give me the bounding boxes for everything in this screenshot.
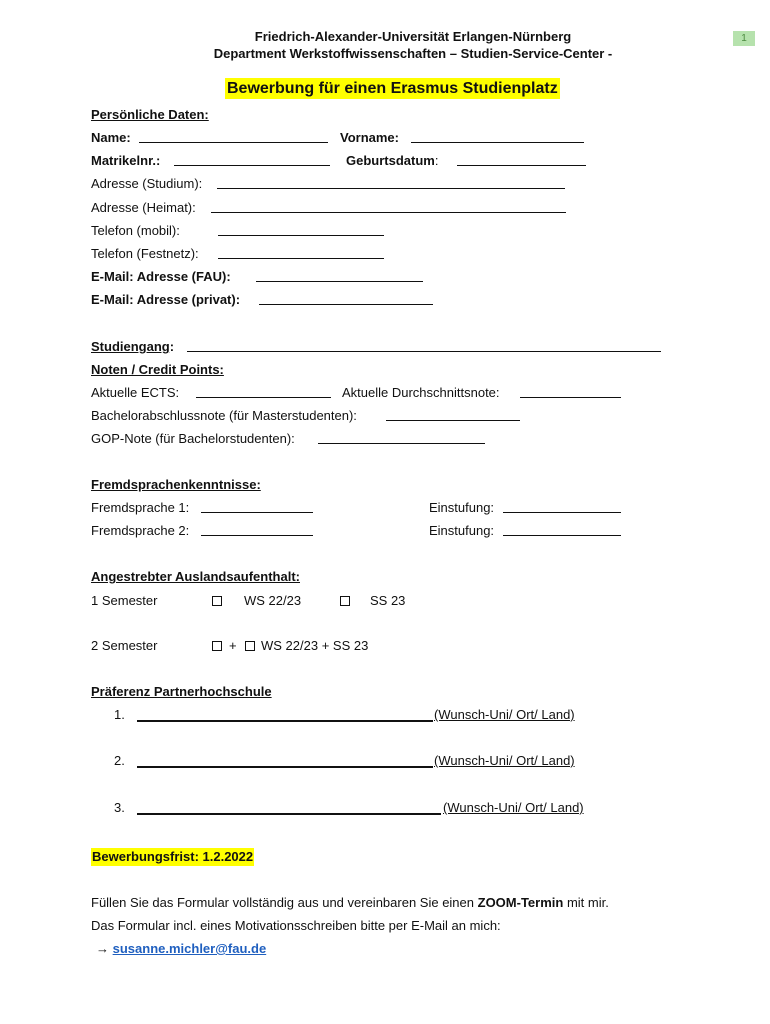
checkbox-ws[interactable] [212,596,222,606]
field-line-email-privat[interactable] [259,292,433,305]
instructions-text-c: mit mir. [563,895,609,910]
field-label-fremdsprache-1: Fremdsprache 1: [91,500,190,515]
section-heading-fremdsprachen: Fremdsprachenkenntnisse: [91,477,261,492]
option-label-1-semester: 1 Semester [91,593,158,608]
field-line-einstufung-2[interactable] [503,523,621,536]
field-label-vorname: Vorname: [340,130,399,145]
field-line-bachelor[interactable] [386,408,520,421]
header-department: Department Werkstoffwissenschaften – Studien-Service-Center - [213,46,613,61]
instructions-text-a: Füllen Sie das Formular vollständig aus und vereinbaren Sie einen [91,895,478,910]
option-label-2-semester: 2 Semester [91,638,158,653]
field-label-ects: Aktuelle ECTS: [91,385,180,400]
field-label-gop: GOP-Note (für Bachelorstudenten): [91,431,295,446]
field-line-preference-2[interactable] [137,766,433,768]
option-label-ws-ss: WS 22/23 + SS 23 [261,638,369,653]
preference-suffix-3: (Wunsch-Uni/ Ort/ Land) [443,800,584,815]
field-label-telefon-festnetz: Telefon (Festnetz): [91,246,199,261]
preference-number-3: 3. [114,800,125,815]
field-line-geburtsdatum[interactable] [457,153,586,166]
field-label-studiengang: Studiengang [91,339,170,354]
checkbox-ss-second[interactable] [245,641,255,651]
section-heading-auslandsaufenthalt: Angestrebter Auslandsaufenthalt: [91,569,300,584]
instructions-line-1 [91,895,609,911]
preference-number-1: 1. [114,707,125,722]
option-label-ws: WS 22/23 [244,593,302,608]
plus-sign: + [229,638,237,653]
page-title: Bewerbung für einen Erasmus Studienplatz [227,80,558,97]
email-row [96,941,266,957]
section-heading-praeferenz: Präferenz Partnerhochschule [91,684,272,699]
field-label-name: Name: [91,130,131,145]
field-line-matrikel[interactable] [174,153,330,166]
field-label-durchschnitt: Aktuelle Durchschnittsnote: [342,385,500,400]
page-number-badge: 1 [733,31,755,46]
document-page: 1 Friedrich-Alexander-Universität Erlangen-Nürnberg Department Werkstoffwissenschaften – Studien-Service-Center - Bewerbung für einen Erasmus Studienplatz Persönliche Daten: Name: Vorname: Matrikelnr.: Geburtsdatum: Adresse (Studium): Adresse (Heimat): Telefon (mobil): Telefon (Festnetz): E-Mail: Adresse (FAU): E-Mail: Adresse (privat): Studiengang: Noten / Credit Points: Aktuelle ECTS: Aktuelle Durchschnittsnote: Bachelorabschlussnote (für Masterstudenten): GOP-Note (für Bachelorstudenten): Fremdsprachenkenntnisse: Fremdsprache 1: Einstufung: Fremdsprache 2: Einstufung: Angestrebter Auslandsaufenthalt: 1 Semester WS 22/23 SS 23 2 Semester + WS 22/23 + SS 23 Präferenz Partnerhochschule 1. (Wunsch-Uni/ Ort/ Land) 2. (Wunsch-Uni/ Ort/ Land) 3. (Wunsch-Uni/ Ort/ Land) Bewerbungsfrist: 1.2.2022 Füllen Sie das Formular vollständig aus und vereinbaren Sie einen ZOOM-Termin mit mir. Das Formular incl. eines Motivationsschreiben bitte per E-Mail an mich: → susanne.michler@fau.de [0,0,770,1024]
field-line-telefon-mobil[interactable] [218,223,384,236]
field-label-email-privat: E-Mail: Adresse (privat): [91,292,241,307]
field-line-adresse-studium[interactable] [217,176,565,189]
preference-number-2: 2. [114,753,125,768]
field-line-einstufung-1[interactable] [503,500,621,513]
field-label-adresse-studium: Adresse (Studium): [91,176,203,191]
field-line-vorname[interactable] [411,130,584,143]
field-label-matrikel: Matrikelnr.: [91,153,161,168]
arrow-right-icon: → [96,941,109,956]
field-line-ects[interactable] [196,385,331,398]
field-label-einstufung-2: Einstufung: [429,523,495,538]
field-line-preference-3[interactable] [137,813,441,815]
deadline-label: Bewerbungsfrist: 1.2.2022 [92,849,254,864]
field-label-einstufung-1: Einstufung: [429,500,495,515]
preference-suffix-1: (Wunsch-Uni/ Ort/ Land) [434,707,575,722]
field-line-fremdsprache-1[interactable] [201,500,313,513]
field-line-preference-1[interactable] [137,720,433,722]
zoom-termin-text: ZOOM-Termin [477,895,564,910]
field-line-email-fau[interactable] [256,269,423,282]
field-line-telefon-festnetz[interactable] [218,246,384,259]
option-label-ss: SS 23 [370,593,406,608]
field-label-email-fau: E-Mail: Adresse (FAU): [91,269,231,284]
field-label-fremdsprache-2: Fremdsprache 2: [91,523,190,538]
field-line-studiengang[interactable] [187,339,661,352]
field-label-geburtsdatum: Geburtsdatum [346,153,435,168]
email-link[interactable]: susanne.michler@fau.de [112,941,267,956]
field-line-durchschnitt[interactable] [520,385,621,398]
section-heading-noten: Noten / Credit Points: [91,362,224,377]
preference-suffix-2: (Wunsch-Uni/ Ort/ Land) [434,753,575,768]
header-university: Friedrich-Alexander-Universität Erlangen-Nürnberg [254,29,572,44]
field-label-adresse-heimat: Adresse (Heimat): [91,200,196,215]
field-line-fremdsprache-2[interactable] [201,523,313,536]
field-line-adresse-heimat[interactable] [211,200,566,213]
checkbox-ss[interactable] [340,596,350,606]
field-label-telefon-mobil: Telefon (mobil): [91,223,180,238]
section-heading-personal: Persönliche Daten: [91,107,209,122]
checkbox-ws-first[interactable] [212,641,222,651]
field-label-bachelor: Bachelorabschlussnote (für Masterstudenten): [91,408,357,423]
instructions-line-2: Das Formular incl. eines Motivationsschreiben bitte per E-Mail an mich: [91,918,501,933]
field-line-gop[interactable] [318,431,485,444]
field-line-name[interactable] [139,130,328,143]
